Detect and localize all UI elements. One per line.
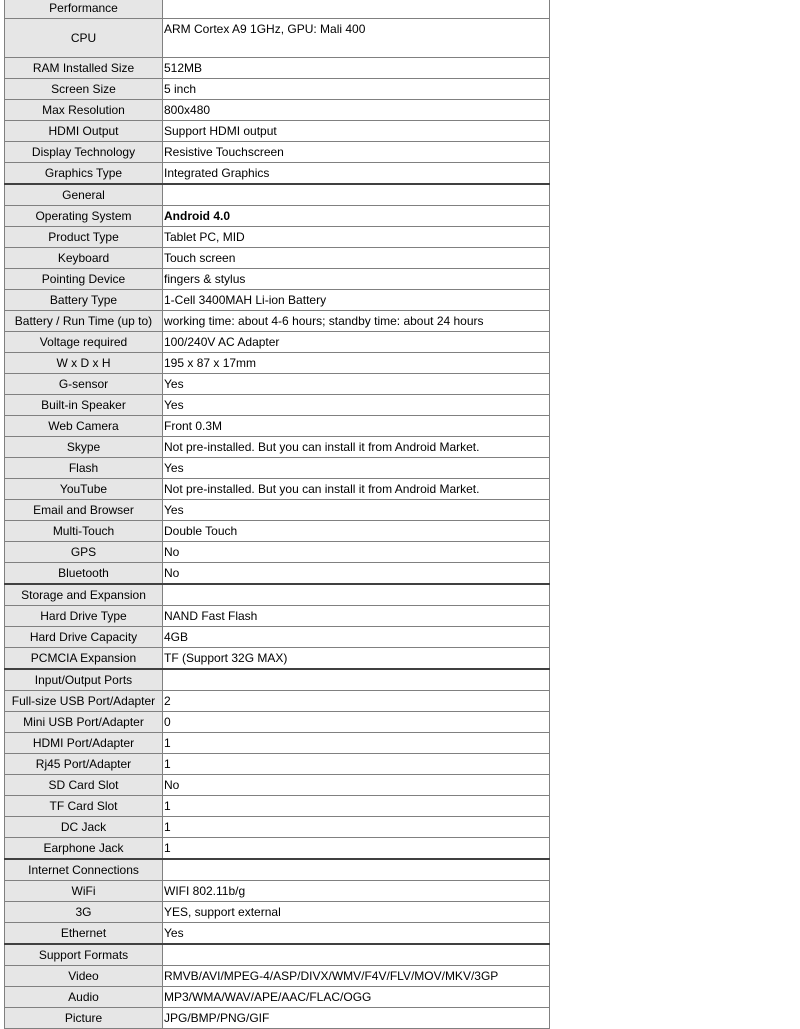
spec-value: Touch screen xyxy=(163,248,550,269)
spec-label: Hard Drive Type xyxy=(5,606,163,627)
spec-value: Support HDMI output xyxy=(163,121,550,142)
spec-row xyxy=(5,374,550,395)
spec-label: Battery Type xyxy=(5,290,163,311)
spec-row xyxy=(5,395,550,416)
spec-value: 1 xyxy=(163,817,550,838)
spec-row xyxy=(5,1008,550,1029)
section-value-empty xyxy=(163,184,550,206)
spec-value: 195 x 87 x 17mm xyxy=(163,353,550,374)
section-value-empty xyxy=(163,0,550,19)
section-header-row xyxy=(5,0,550,19)
spec-row xyxy=(5,19,550,58)
spec-value: Yes xyxy=(163,458,550,479)
spec-value: No xyxy=(163,775,550,796)
section-value-empty xyxy=(163,944,550,966)
section-title: Input/Output Ports xyxy=(5,669,163,691)
section-title: Storage and Expansion xyxy=(5,584,163,606)
spec-label: SD Card Slot xyxy=(5,775,163,796)
spec-label: YouTube xyxy=(5,479,163,500)
spec-row xyxy=(5,563,550,585)
spec-row xyxy=(5,121,550,142)
spec-label: Display Technology xyxy=(5,142,163,163)
spec-label: Full-size USB Port/Adapter xyxy=(5,691,163,712)
spec-value: 1 xyxy=(163,754,550,775)
spec-row xyxy=(5,923,550,945)
spec-row xyxy=(5,248,550,269)
section-value-empty xyxy=(163,669,550,691)
spec-row xyxy=(5,796,550,817)
section-title: General xyxy=(5,184,163,206)
spec-label: Screen Size xyxy=(5,79,163,100)
spec-label: WiFi xyxy=(5,881,163,902)
spec-value: Tablet PC, MID xyxy=(163,227,550,248)
spec-label: Ethernet xyxy=(5,923,163,945)
section-header-row xyxy=(5,859,550,881)
spec-label: Bluetooth xyxy=(5,563,163,585)
spec-label: CPU xyxy=(5,19,163,58)
spec-label: W x D x H xyxy=(5,353,163,374)
spec-row xyxy=(5,521,550,542)
spec-row xyxy=(5,458,550,479)
spec-label: Product Type xyxy=(5,227,163,248)
spec-row xyxy=(5,838,550,860)
spec-row xyxy=(5,648,550,670)
spec-value: RMVB/AVI/MPEG-4/ASP/DIVX/WMV/F4V/FLV/MOV/MKV/3GP xyxy=(163,966,550,987)
spec-value: JPG/BMP/PNG/GIF xyxy=(163,1008,550,1029)
spec-value: Not pre-installed. But you can install it from Android Market. xyxy=(163,479,550,500)
section-value-empty xyxy=(163,859,550,881)
spec-row xyxy=(5,79,550,100)
spec-value: MP3/WMA/WAV/APE/AAC/FLAC/OGG xyxy=(163,987,550,1008)
spec-row xyxy=(5,437,550,458)
spec-label: Flash xyxy=(5,458,163,479)
spec-row xyxy=(5,606,550,627)
spec-label: HDMI Output xyxy=(5,121,163,142)
spec-value: ARM Cortex A9 1GHz, GPU: Mali 400 xyxy=(163,19,550,58)
spec-row xyxy=(5,966,550,987)
spec-row xyxy=(5,754,550,775)
section-header-row xyxy=(5,669,550,691)
spec-label: Email and Browser xyxy=(5,500,163,521)
section-title: Support Formats xyxy=(5,944,163,966)
spec-value: WIFI 802.11b/g xyxy=(163,881,550,902)
spec-label: Video xyxy=(5,966,163,987)
spec-value: Yes xyxy=(163,923,550,945)
spec-value: 2 xyxy=(163,691,550,712)
spec-value: 5 inch xyxy=(163,79,550,100)
spec-label: Rj45 Port/Adapter xyxy=(5,754,163,775)
spec-value: No xyxy=(163,563,550,585)
spec-value: working time: about 4-6 hours; standby time: about 24 hours xyxy=(163,311,550,332)
spec-label: Graphics Type xyxy=(5,163,163,185)
spec-label: G-sensor xyxy=(5,374,163,395)
spec-table-body xyxy=(5,0,550,1029)
spec-value: fingers & stylus xyxy=(163,269,550,290)
spec-label: Battery / Run Time (up to) xyxy=(5,311,163,332)
spec-label: Built-in Speaker xyxy=(5,395,163,416)
spec-row xyxy=(5,479,550,500)
spec-label: RAM Installed Size xyxy=(5,58,163,79)
spec-label: GPS xyxy=(5,542,163,563)
spec-row xyxy=(5,416,550,437)
spec-row xyxy=(5,142,550,163)
section-title: Internet Connections xyxy=(5,859,163,881)
spec-row xyxy=(5,733,550,754)
spec-value: NAND Fast Flash xyxy=(163,606,550,627)
spec-row xyxy=(5,332,550,353)
section-value-empty xyxy=(163,584,550,606)
spec-row xyxy=(5,691,550,712)
spec-row xyxy=(5,163,550,185)
section-title: Performance xyxy=(5,0,163,19)
spec-value: Yes xyxy=(163,374,550,395)
spec-value: 4GB xyxy=(163,627,550,648)
spec-label: TF Card Slot xyxy=(5,796,163,817)
spec-label: Picture xyxy=(5,1008,163,1029)
spec-value: 1 xyxy=(163,796,550,817)
spec-row xyxy=(5,227,550,248)
spec-label: Mini USB Port/Adapter xyxy=(5,712,163,733)
spec-row xyxy=(5,290,550,311)
spec-label: Skype xyxy=(5,437,163,458)
spec-value: 100/240V AC Adapter xyxy=(163,332,550,353)
spec-label: Voltage required xyxy=(5,332,163,353)
spec-label: Earphone Jack xyxy=(5,838,163,860)
spec-row xyxy=(5,987,550,1008)
spec-table xyxy=(4,0,550,1029)
spec-label: DC Jack xyxy=(5,817,163,838)
spec-label: PCMCIA Expansion xyxy=(5,648,163,670)
spec-value: Yes xyxy=(163,500,550,521)
section-header-row xyxy=(5,584,550,606)
spec-label: Pointing Device xyxy=(5,269,163,290)
spec-value: Integrated Graphics xyxy=(163,163,550,185)
spec-row xyxy=(5,542,550,563)
spec-label: Operating System xyxy=(5,206,163,227)
spec-value: YES, support external xyxy=(163,902,550,923)
spec-label: Hard Drive Capacity xyxy=(5,627,163,648)
spec-row xyxy=(5,500,550,521)
spec-value: Resistive Touchscreen xyxy=(163,142,550,163)
spec-value: 1 xyxy=(163,733,550,754)
spec-value: 0 xyxy=(163,712,550,733)
spec-value: Double Touch xyxy=(163,521,550,542)
spec-row xyxy=(5,100,550,121)
spec-label: Max Resolution xyxy=(5,100,163,121)
spec-label: Web Camera xyxy=(5,416,163,437)
spec-row xyxy=(5,58,550,79)
spec-value: 512MB xyxy=(163,58,550,79)
spec-row xyxy=(5,206,550,227)
spec-row xyxy=(5,269,550,290)
spec-row xyxy=(5,627,550,648)
section-header-row xyxy=(5,944,550,966)
spec-row xyxy=(5,353,550,374)
spec-row xyxy=(5,817,550,838)
spec-label: HDMI Port/Adapter xyxy=(5,733,163,754)
section-header-row xyxy=(5,184,550,206)
spec-value: TF (Support 32G MAX) xyxy=(163,648,550,670)
spec-value: Yes xyxy=(163,395,550,416)
spec-label: Audio xyxy=(5,987,163,1008)
spec-value: Android 4.0 xyxy=(163,206,550,227)
spec-value: No xyxy=(163,542,550,563)
spec-row xyxy=(5,311,550,332)
spec-value: 800x480 xyxy=(163,100,550,121)
spec-label: Keyboard xyxy=(5,248,163,269)
spec-row xyxy=(5,775,550,796)
spec-label: Multi-Touch xyxy=(5,521,163,542)
spec-row xyxy=(5,902,550,923)
spec-label: 3G xyxy=(5,902,163,923)
spec-value: 1-Cell 3400MAH Li-ion Battery xyxy=(163,290,550,311)
spec-row xyxy=(5,712,550,733)
spec-value: 1 xyxy=(163,838,550,860)
spec-row xyxy=(5,881,550,902)
spec-value: Not pre-installed. But you can install it from Android Market. xyxy=(163,437,550,458)
spec-value: Front 0.3M xyxy=(163,416,550,437)
